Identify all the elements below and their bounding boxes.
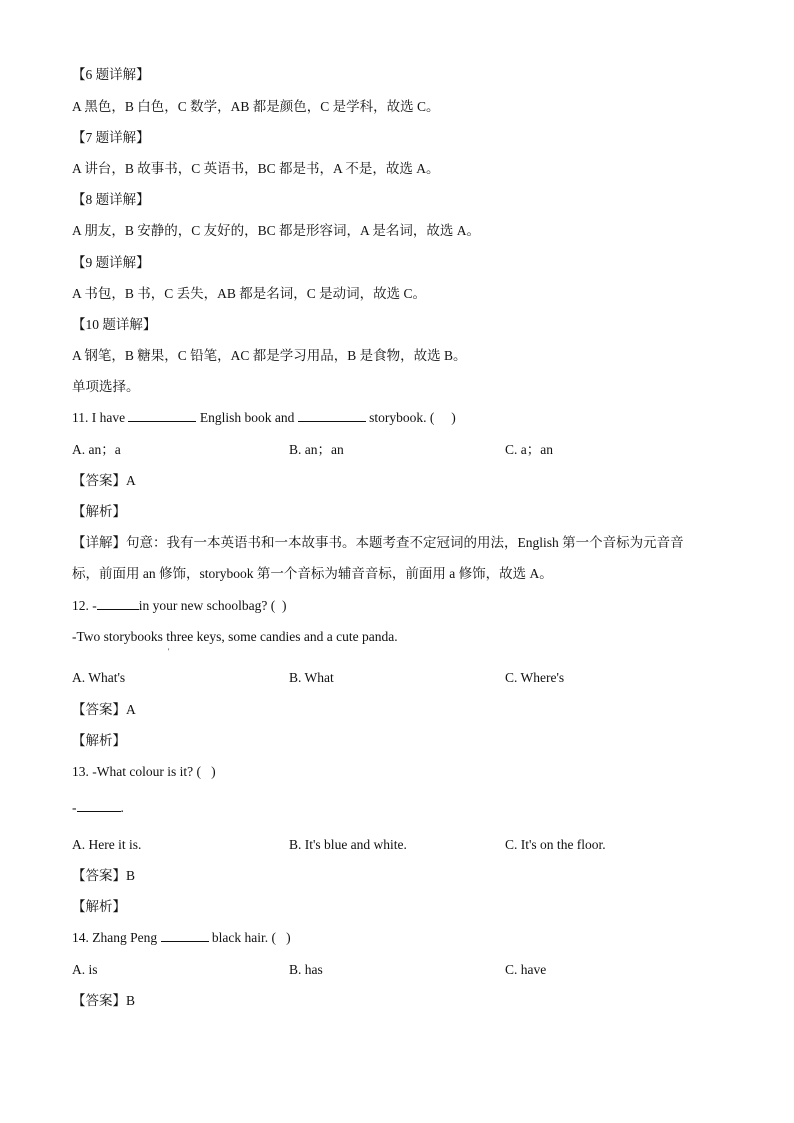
q11-detail-line-2: 标，前面用 an 修饰，storybook 第一个音标为辅音音标，前面用 a 修饰，故选 A。 xyxy=(72,566,553,581)
q13-close: ) xyxy=(211,764,216,779)
q13-answer: 【答案】B xyxy=(72,868,136,883)
q11-blank-1 xyxy=(128,409,196,422)
section-title: 单项选择。 xyxy=(72,379,140,394)
q11-analysis-label: 【解析】 xyxy=(72,504,126,519)
q11-question xyxy=(72,409,456,427)
q13-text: 13. -What colour is it? ( xyxy=(72,764,201,779)
q13-response-prefix: - xyxy=(72,800,77,815)
q12-blank xyxy=(97,597,139,610)
q14-text-2: black hair. ( xyxy=(211,930,276,945)
q14-text-1: 14. Zhang Peng xyxy=(72,930,158,945)
q11-text-3: storybook. ( xyxy=(369,410,435,425)
q11-option-b: B. an；an xyxy=(289,442,344,457)
q12-text: in your new schoolbag? ( xyxy=(138,598,276,613)
q11-text-4: ) xyxy=(451,410,456,425)
q11-answer: 【答案】A xyxy=(72,473,136,488)
q13-analysis-label: 【解析】 xyxy=(72,899,126,914)
q12-response-mark: ' xyxy=(168,647,170,656)
q13-option-b: B. It's blue and white. xyxy=(289,837,407,852)
q12-question xyxy=(72,597,286,615)
q14-close: ) xyxy=(286,930,291,945)
q11-option-c: C. a；an xyxy=(505,442,553,457)
q13-option-c: C. It's on the floor. xyxy=(505,837,606,852)
q14-answer: 【答案】B xyxy=(72,993,136,1008)
q11-option-a: A. an；a xyxy=(72,442,121,457)
q12-answer: 【答案】A xyxy=(72,702,136,717)
q11-text-2: English book and xyxy=(199,410,295,425)
q12-analysis-label: 【解析】 xyxy=(72,733,126,748)
q14-option-b: B. has xyxy=(289,962,323,977)
q11-text-1: 11. I have xyxy=(72,410,126,425)
q6-explanation: A 黑色，B 白色，C 数学，AB 都是颜色，C 是学科，故选 C。 xyxy=(72,99,440,114)
q13-response-suffix: . xyxy=(120,800,124,815)
q14-option-a: A. is xyxy=(72,962,98,977)
q7-explanation: A 讲台，B 故事书，C 英语书，BC 都是书，A 不是，故选 A。 xyxy=(72,161,440,176)
q11-blank-2 xyxy=(298,409,366,422)
q12-response: -Two storybooks three keys, some candies and a cute panda. xyxy=(72,629,398,644)
q13-option-a: A. Here it is. xyxy=(72,837,142,852)
q12-option-b: B. What xyxy=(289,670,334,685)
q13-question xyxy=(72,763,216,781)
q9-heading: 【9 题详解】 xyxy=(72,255,150,270)
q8-heading: 【8 题详解】 xyxy=(72,192,150,207)
q13-response xyxy=(72,799,124,817)
q14-question xyxy=(72,929,291,947)
q11-detail-line-1: 【详解】句意：我有一本英语书和一本故事书。本题考查不定冠词的用法，English 第一个音标为元音音 xyxy=(72,535,684,550)
q12-close: ) xyxy=(281,598,287,613)
q12-prefix: 12. - xyxy=(72,598,97,613)
q12-option-a: A. What's xyxy=(72,670,126,685)
q9-explanation: A 书包，B 书，C 丢失，AB 都是名词，C 是动词，故选 C。 xyxy=(72,286,427,301)
q13-blank xyxy=(77,799,121,812)
q12-option-c: C. Where's xyxy=(505,670,565,685)
q6-heading: 【6 题详解】 xyxy=(72,67,150,82)
q7-heading: 【7 题详解】 xyxy=(72,130,150,145)
q10-explanation: A 钢笔，B 糖果，C 铅笔，AC 都是学习用品，B 是食物，故选 B。 xyxy=(72,348,467,363)
q14-option-c: C. have xyxy=(505,962,547,977)
q14-blank xyxy=(161,929,209,942)
q8-explanation: A 朋友，B 安静的，C 友好的，BC 都是形容词，A 是名词，故选 A。 xyxy=(72,223,481,238)
q10-heading: 【10 题详解】 xyxy=(72,317,157,332)
